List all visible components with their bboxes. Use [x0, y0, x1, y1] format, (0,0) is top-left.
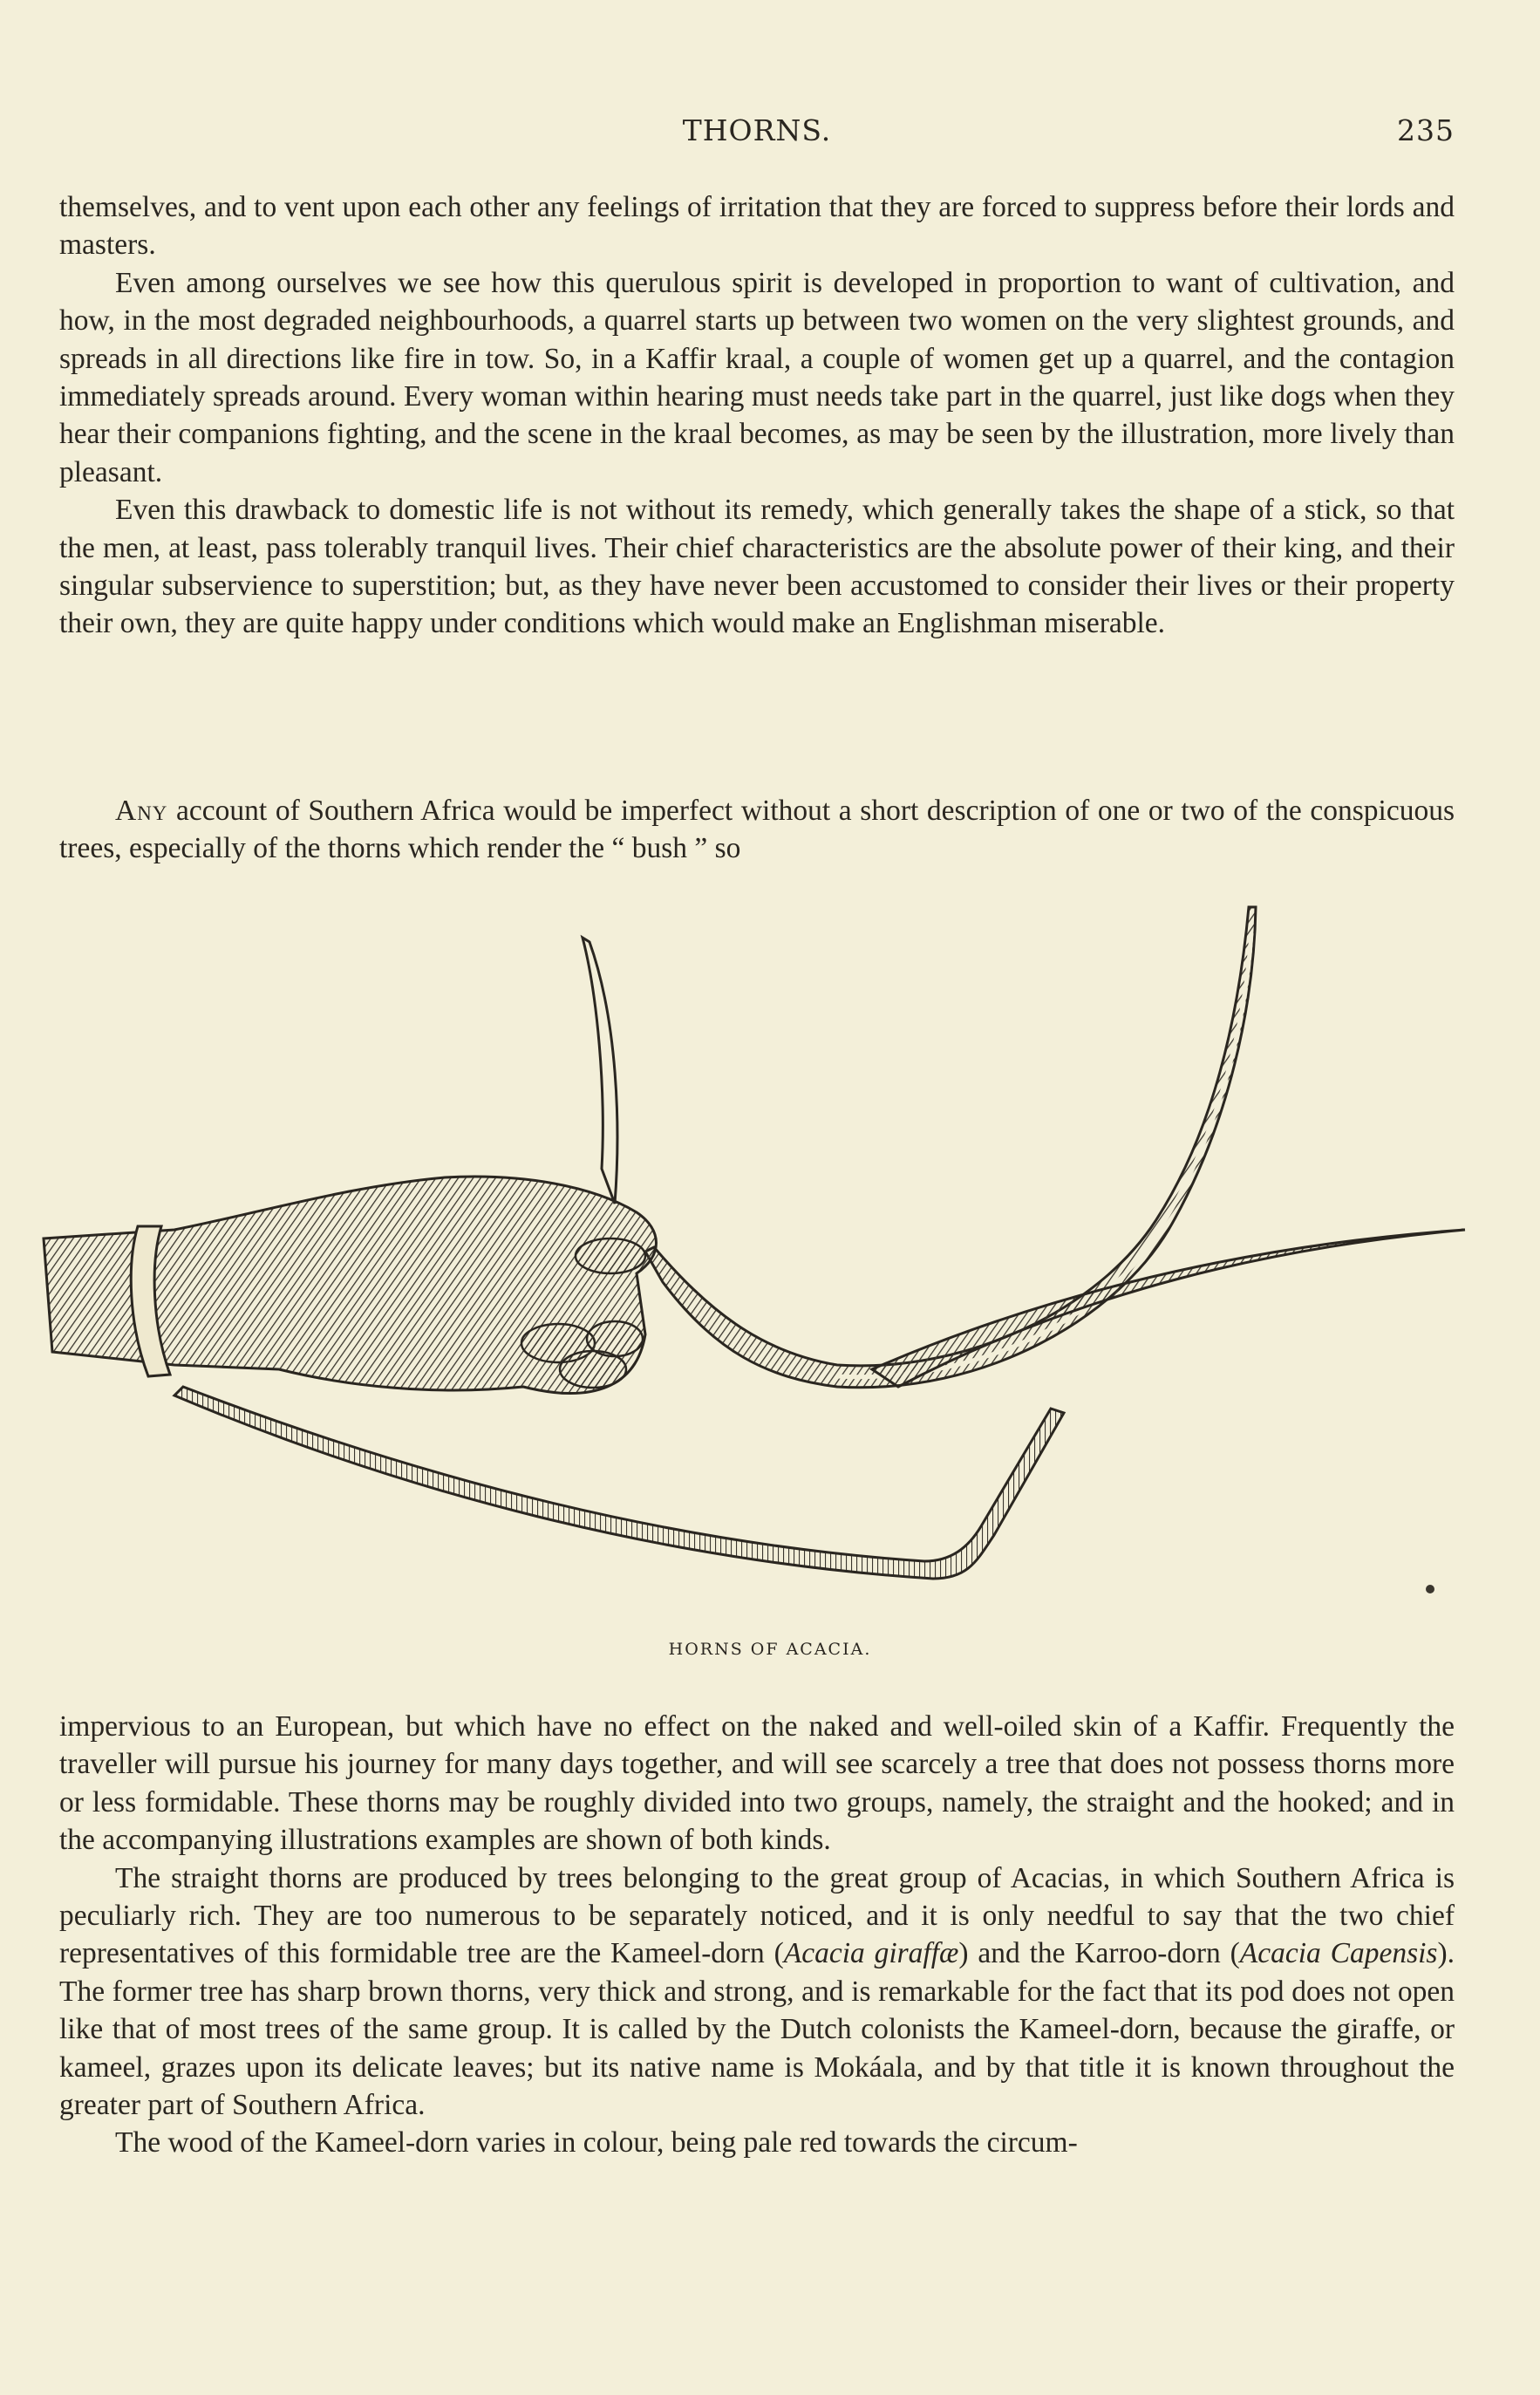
text-run: ). The former tree has sharp brown thorns, very thick and strong, and is remarkable for the fact that its pod does not open like that of most trees of the same group. It is called by the Dutch colonists the Kameel-dorn, because the giraffe, or kameel, grazes upon its delicate leaves; but its native name is Mokáala, and by that title it is known throughout the greater part of Southern Africa.	[59, 1937, 1455, 2122]
species-name: Acacia Capensis	[1239, 1937, 1438, 1970]
text-run: ) and the Karroo-dorn (	[958, 1937, 1240, 1970]
thorn-long-right	[645, 907, 1256, 1388]
paragraph-wood: The wood of the Kameel-dorn varies in colour, being pale red towards the circum-	[115, 2126, 1078, 2160]
running-title: THORNS.	[682, 113, 832, 147]
text-block-thorns-intro	[59, 792, 1455, 868]
ink-speck	[1426, 1585, 1434, 1593]
text-run: The straight thorns are produced by trees belonging to the great group of Acacias, in which Southern Africa is peculiarly rich. They are too numerous to be separately noticed, and it is only needful to say that the two chief representatives of this formidable tree are the Kameel-dorn (	[59, 1861, 1455, 1970]
text-block-bottom	[59, 1708, 1455, 2162]
paragraph-impervious: impervious to an European, but which have no effect on the naked and well-oiled skin of a Kaffir. Frequently the traveller will pursue his journey for many days together, and will see scarcely a tree that does not possess thorns more or less formidable. These thorns may be roughly divided into two groups, namely, the straight and the hooked; and in the accompanying illustrations examples are shown of both kinds.	[59, 1710, 1455, 1857]
paragraph-continuation: themselves, and to vent upon each other any feelings of irritation that they are forced to suppress before their lords and masters.	[59, 191, 1455, 262]
acacia-horns-illustration	[35, 898, 1482, 1622]
paragraph-thorns-intro	[59, 792, 1455, 868]
species-name: Acacia giraffæ	[783, 1937, 959, 1970]
paragraph-straight-thorns	[59, 1859, 1455, 2125]
thumb	[576, 1238, 645, 1273]
running-head	[59, 113, 1455, 157]
paragraph-quarrel: Even among ourselves we see how this querulous spirit is developed in proportion to want of cultivation, and how, in the most degraded neighbourhoods, a quarrel starts up between two women on the very slightest grounds, and spreads in all directions like fire in tow. So, in a Kaffir kraal, a couple of women get up a quarrel, and the contagion immediately spreads around. Every woman within hearing must needs take part in the quarrel, just like dogs when they hear their companions fighting, and the scene in the kraal becomes, as may be seen by the illustration, more lively than pleasant.	[59, 266, 1455, 488]
figure-caption: HORNS OF ACACIA.	[668, 1640, 872, 1659]
text-block-top	[59, 188, 1455, 643]
thorn-lower	[174, 1387, 1064, 1579]
thorn-upper-left	[583, 938, 617, 1204]
paragraph-thorns-intro-text: account of Southern Africa would be imperfect without a short description of one or two of the conspicuous trees, especially of the thorns which render the “ bush ” so	[59, 795, 1455, 865]
small-caps-lead: Any	[115, 795, 168, 827]
page-number: 235	[1397, 113, 1455, 147]
finger-3	[587, 1321, 643, 1356]
paragraph-remedy: Even this drawback to domestic life is not without its remedy, which generally takes the shape of a stick, so that the men, at least, pass tolerably tranquil lives. Their chief characteristics are the absolute power of their king, and their singular subservience to superstition; but, as they have never been accustomed to consider their lives or their property their own, they are quite happy under conditions which would make an Englishman miserable.	[59, 494, 1455, 640]
